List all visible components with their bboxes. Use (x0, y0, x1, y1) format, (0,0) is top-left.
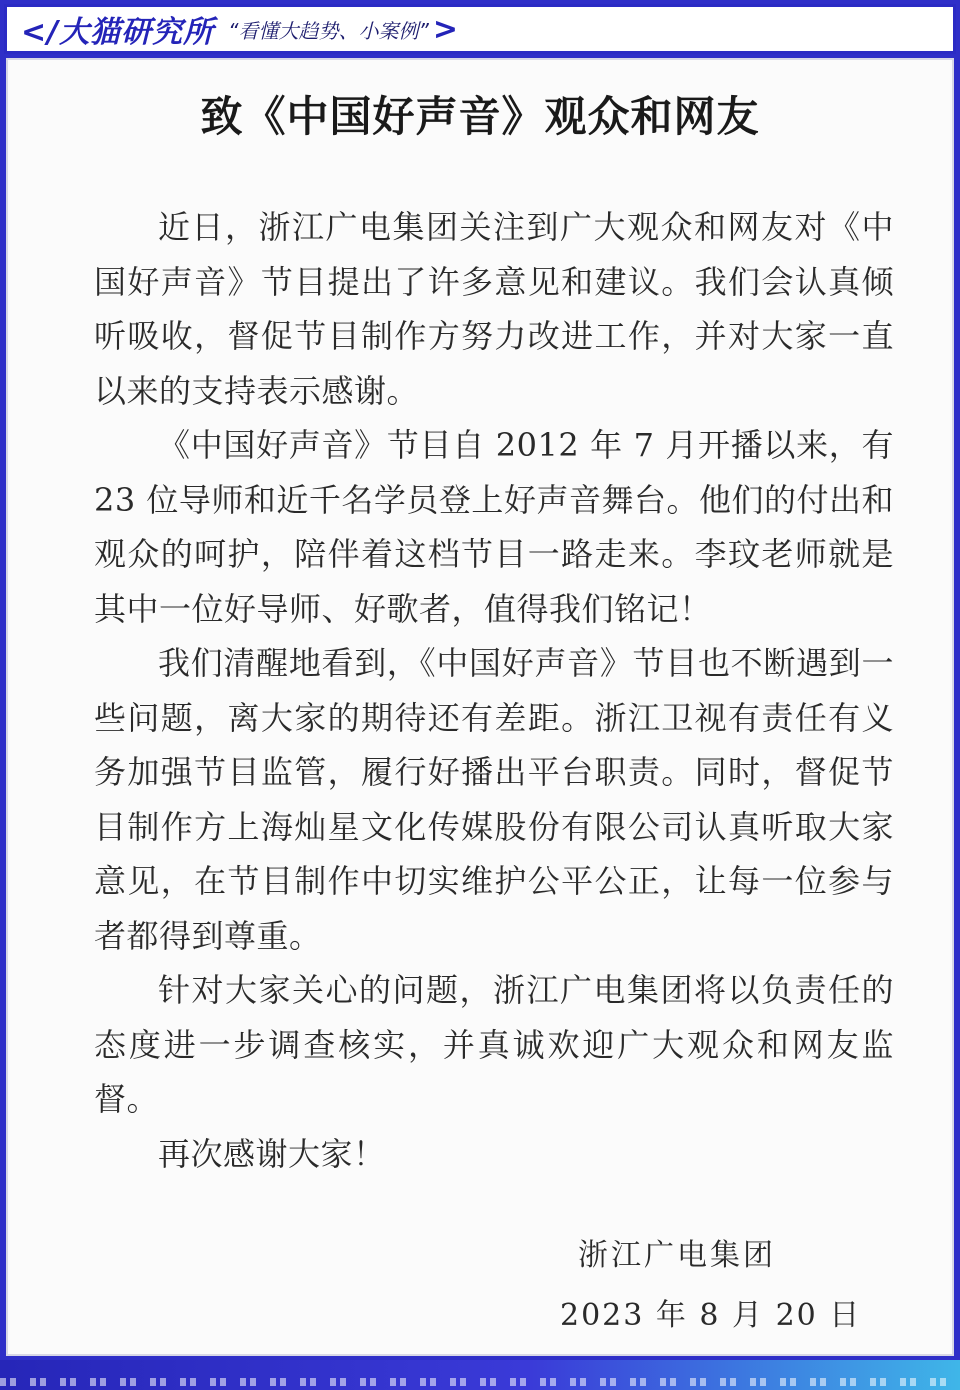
signature-date: 2023 年 8 月 20 日 (560, 1298, 862, 1333)
footer-dots-pattern (0, 1378, 960, 1386)
brand-slogan: “看懂大趋势、小案例” (228, 18, 429, 43)
paragraph-3: 我们清醒地看到，《中国好声音》节目也不断遇到一些问题，离大家的期待还有差距。浙江卫视有责任有义务加强节目监管，履行好播出平台职责。同时，督促节目制作方上海灿星文化传媒股份有限公司认真听取大家意见，在节目制作中切实维护公平公正，让每一位参与者都得到尊重。 (94, 644, 894, 955)
paragraph-1: 近日，浙江广电集团关注到广大观众和网友对《中国好声音》节目提出了许多意见和建议。我们会认真倾听吸收，督促节目制作方努力改进工作，并对大家一直以来的支持表示感谢。 (94, 208, 894, 410)
paragraph-4: 针对大家关心的问题，浙江广电集团将以负责任的态度进一步调查核实，并真诚欢迎广大观众和网友监督。 (94, 971, 894, 1118)
brand-slogan-end: > (432, 11, 458, 47)
paragraph-2: 《中国好声音》节目自 2012 年 7 月开播以来，有 23 位导师和近千名学员登上好声音舞台。他们的付出和观众的呵护，陪伴着这档节目一路走来。李玟老师就是其中一位好导师、好歌者，值得我们铭记！ (94, 426, 894, 628)
document-title: 致《中国好声音》观众和网友 (200, 92, 760, 141)
document-body (94, 200, 894, 1181)
paragraph-5: 再次感谢大家！ (158, 1134, 386, 1173)
footer-decoration (0, 1360, 960, 1390)
signature-organization: 浙江广电集团 (578, 1238, 776, 1273)
brand-logo-text: </大猫研究所 (21, 15, 215, 50)
brand-header (4, 4, 956, 54)
